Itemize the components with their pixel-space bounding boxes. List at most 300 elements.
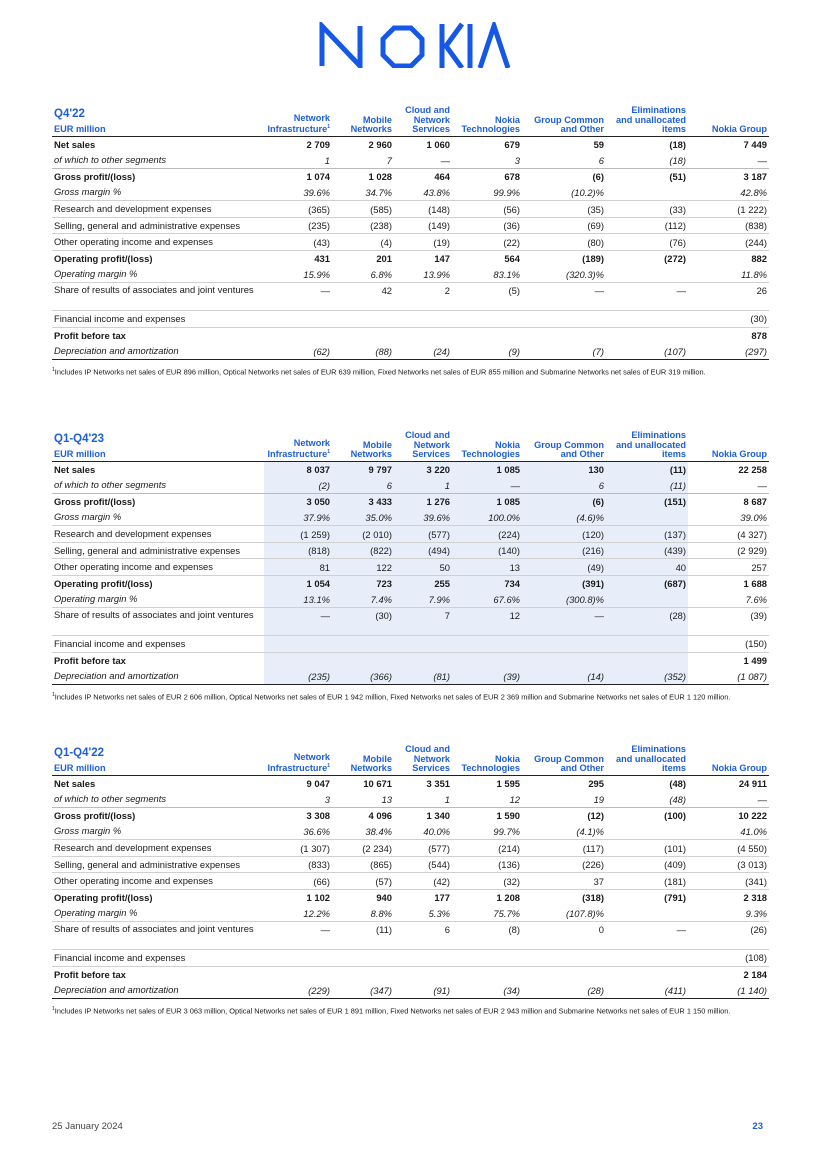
text: Eliminations: [631, 744, 686, 755]
table-cell: (11): [332, 922, 394, 950]
table-cell: [264, 652, 332, 668]
table-row: [52, 327, 769, 343]
table-cell: (81): [394, 668, 452, 684]
table-cell: (18): [606, 152, 688, 168]
text: Network: [293, 751, 330, 762]
table-cell: [394, 950, 452, 967]
table-cell: (49): [522, 559, 606, 576]
table-cell: (577): [394, 526, 452, 543]
table-cell: 734: [452, 576, 522, 592]
table-cell: (2 010): [332, 526, 394, 543]
table-cell: (224): [452, 526, 522, 543]
table-cell: 882: [688, 251, 769, 267]
table-cell: (10.2)%: [522, 185, 606, 201]
row-label: Operating profit/(loss): [52, 251, 264, 267]
table-row: [52, 906, 769, 922]
table-cell: (39): [688, 608, 769, 636]
table-cell: —: [522, 608, 606, 636]
table-cell: [606, 906, 688, 922]
table-cell: (1 140): [688, 982, 769, 998]
table-cell: —: [522, 283, 606, 311]
table-cell: 878: [688, 327, 769, 343]
table-cell: 1 085: [452, 461, 522, 477]
table-cell: (48): [669, 778, 686, 790]
table-cell: [606, 267, 688, 283]
table-row: [52, 267, 769, 283]
table-cell: (833): [264, 856, 332, 873]
table-row: [52, 791, 769, 807]
table-cell: (107): [606, 343, 688, 359]
table-cell: 1 028: [332, 169, 394, 185]
table-cell: (62): [264, 343, 332, 359]
table-cell: (1 087): [688, 668, 769, 684]
table-cell: 7: [394, 608, 452, 636]
segment-table: [52, 104, 769, 360]
unit-label: EUR million: [54, 124, 106, 135]
row-label: Net sales: [54, 777, 96, 789]
table-cell: (120): [522, 526, 606, 543]
table-cell: (148): [394, 201, 452, 218]
row-label: Net sales: [54, 138, 96, 150]
table-row: [52, 169, 769, 185]
table-cell: 12: [452, 791, 522, 807]
period-title: Q1-Q4'22: [54, 746, 105, 759]
footnote-mark: 1: [327, 763, 330, 770]
table-cell: 2: [394, 283, 452, 311]
text: Infrastructure: [267, 124, 328, 135]
segment-table: [52, 743, 769, 999]
table-cell: 122: [332, 559, 394, 576]
table-cell: (235): [264, 217, 332, 234]
table-cell: 10 671: [363, 778, 392, 790]
table-cell: 26: [688, 283, 769, 311]
table-cell: 431: [264, 251, 332, 267]
text: Group Common: [534, 114, 604, 125]
table-row: [52, 592, 769, 608]
row-label: of which to other segments: [52, 791, 264, 807]
table-row: [52, 251, 769, 267]
table-cell: 75.7%: [452, 906, 522, 922]
text: Group Common: [534, 439, 604, 450]
table-cell: 7 449: [743, 139, 767, 151]
table-cell: (107.8)%: [522, 906, 606, 922]
table-cell: [332, 311, 394, 328]
table-cell: (216): [522, 542, 606, 559]
row-label: Research and development expenses: [52, 840, 264, 857]
table-cell: [394, 966, 452, 982]
footnote: [52, 1005, 769, 1015]
row-label: Gross margin %: [52, 185, 264, 201]
text: Nokia: [494, 114, 520, 125]
row-label: Profit before tax: [52, 966, 264, 982]
text: 1: [52, 1005, 55, 1012]
row-label: Share of results of associates and joint ventures: [52, 283, 264, 311]
table-cell: 1 074: [264, 169, 332, 185]
table-cell: [606, 592, 688, 608]
text: Eliminations: [631, 430, 686, 441]
table-cell: 43.8%: [394, 185, 452, 201]
row-label: Gross profit/(loss): [52, 494, 264, 510]
text: Services: [412, 124, 450, 135]
table-cell: 3 187: [688, 169, 769, 185]
table-row: [52, 283, 769, 311]
table-cell: (140): [452, 542, 522, 559]
table-cell: 37: [522, 873, 606, 890]
column-header: [522, 743, 606, 775]
table-cell: (69): [522, 217, 606, 234]
table-cell: 99.7%: [452, 824, 522, 840]
table-cell: 1: [394, 791, 452, 807]
table-cell: [606, 185, 688, 201]
table-cell: (2 929): [688, 542, 769, 559]
row-label: of which to other segments: [52, 477, 264, 493]
period-title: Q1-Q4'23: [54, 432, 105, 445]
table-cell: 130: [522, 461, 606, 477]
table-cell: 1 499: [688, 652, 769, 668]
table-cell: (7): [522, 343, 606, 359]
table-row: [52, 201, 769, 218]
text: Technologies: [461, 763, 520, 774]
table-cell: (244): [688, 234, 769, 251]
table-cell: 39.0%: [688, 510, 769, 526]
table-cell: 40.0%: [394, 824, 452, 840]
table-cell: (818): [264, 542, 332, 559]
table-cell: (4.1)%: [522, 824, 606, 840]
table-cell: (5): [452, 283, 522, 311]
text: Technologies: [461, 124, 520, 135]
table-cell: (341): [688, 873, 769, 890]
table-cell: (36): [452, 217, 522, 234]
table-cell: 13.1%: [264, 592, 332, 608]
text: 1: [52, 366, 55, 373]
table-cell: 59: [593, 139, 604, 151]
table-cell: —: [688, 791, 769, 807]
table-cell: 1 054: [264, 576, 332, 592]
row-label: Gross margin %: [52, 824, 264, 840]
table-cell: 8.8%: [332, 906, 394, 922]
text: Technologies: [461, 449, 520, 460]
table-cell: [606, 327, 688, 343]
table-cell: (6): [522, 169, 606, 185]
table-cell: —: [264, 922, 332, 950]
table-cell: 3 220: [394, 461, 452, 477]
text: Networks: [350, 763, 392, 774]
row-label: Operating margin %: [52, 267, 264, 283]
table-cell: (57): [332, 873, 394, 890]
table-cell: [394, 652, 452, 668]
table-cell: 201: [332, 251, 394, 267]
table-row: [52, 873, 769, 890]
table-cell: 1 340: [394, 808, 452, 824]
column-header: [332, 429, 394, 461]
table-cell: 3 308: [264, 808, 332, 824]
row-label: Operating margin %: [52, 592, 264, 608]
table-cell: (76): [606, 234, 688, 251]
table-cell: —: [688, 477, 769, 493]
text: Infrastructure: [267, 449, 328, 460]
table-cell: 5.3%: [394, 906, 452, 922]
table-cell: (56): [452, 201, 522, 218]
table-row: [52, 526, 769, 543]
table-cell: 564: [452, 251, 522, 267]
table-cell: 7.6%: [688, 592, 769, 608]
row-label: of which to other segments: [52, 152, 264, 168]
text: Mobile: [362, 753, 392, 764]
table-cell: 2 184: [688, 966, 769, 982]
table-cell: 36.6%: [264, 824, 332, 840]
table-cell: (687): [606, 576, 688, 592]
table-cell: (30): [332, 608, 394, 636]
table-cell: 6: [332, 477, 394, 493]
table-row: [52, 856, 769, 873]
table-cell: 3: [452, 152, 522, 168]
table-cell: 7: [332, 152, 394, 168]
column-header: [332, 743, 394, 775]
table-cell: 257: [688, 559, 769, 576]
table-cell: 40: [606, 559, 688, 576]
table-cell: [522, 327, 606, 343]
table-cell: [452, 950, 522, 967]
table-row: [52, 840, 769, 857]
table-cell: [606, 636, 688, 653]
table-cell: 2 318: [688, 890, 769, 906]
table-cell: [452, 327, 522, 343]
table-cell: [332, 636, 394, 653]
table-cell: (26): [688, 922, 769, 950]
text: Nokia: [494, 753, 520, 764]
table-cell: —: [394, 152, 452, 168]
row-label: Selling, general and administrative expenses: [52, 856, 264, 873]
text: items: [661, 449, 686, 460]
table-cell: 7.9%: [394, 592, 452, 608]
table-row: [52, 494, 769, 510]
table-cell: (6): [522, 494, 606, 510]
table-cell: [394, 311, 452, 328]
table-cell: (108): [688, 950, 769, 967]
text: Services: [412, 449, 450, 460]
table-header-period: [52, 429, 264, 461]
table-cell: 3 351: [426, 778, 450, 790]
table-cell: [332, 327, 394, 343]
text: Networks: [350, 124, 392, 135]
table-cell: (66): [264, 873, 332, 890]
row-label: Operating profit/(loss): [52, 890, 264, 906]
table-cell: (91): [394, 982, 452, 998]
table-cell: (33): [606, 201, 688, 218]
table-cell: 7.4%: [332, 592, 394, 608]
table-cell: (4): [332, 234, 394, 251]
table-row: [52, 668, 769, 684]
footer-date: 25 January 2024: [52, 1121, 123, 1132]
table-row: [52, 775, 769, 791]
table-row: [52, 510, 769, 526]
row-label: Depreciation and amortization: [52, 982, 264, 998]
table-cell: (272): [606, 251, 688, 267]
text: and unallocated: [616, 753, 686, 764]
table-cell: (366): [332, 668, 394, 684]
table-cell: 6: [394, 922, 452, 950]
footnote-mark: 1: [327, 124, 330, 131]
text: Eliminations: [631, 105, 686, 116]
table-cell: 1 276: [394, 494, 452, 510]
text: Network: [413, 753, 450, 764]
table-row: [52, 477, 769, 493]
table-cell: 39.6%: [394, 510, 452, 526]
unit-label: EUR million: [54, 449, 106, 460]
table-cell: (88): [332, 343, 394, 359]
table-cell: 38.4%: [332, 824, 394, 840]
table-cell: (347): [332, 982, 394, 998]
page-number: 23: [752, 1121, 763, 1132]
table-cell: 81: [264, 559, 332, 576]
table-cell: (136): [452, 856, 522, 873]
row-label: Share of results of associates and joint ventures: [52, 922, 264, 950]
table-cell: (11): [606, 477, 688, 493]
table-cell: 8 687: [688, 494, 769, 510]
table-cell: 42.8%: [688, 185, 769, 201]
text: Nokia: [494, 439, 520, 450]
table-cell: (34): [452, 982, 522, 998]
table-cell: (112): [606, 217, 688, 234]
table-cell: 147: [394, 251, 452, 267]
table-cell: —: [688, 152, 769, 168]
table-row: [52, 185, 769, 201]
table-cell: (28): [522, 982, 606, 998]
row-label: Profit before tax: [52, 327, 264, 343]
table-cell: 3 433: [332, 494, 394, 510]
column-header: [522, 104, 606, 136]
table-header-period: [52, 743, 264, 775]
text: Network: [293, 112, 330, 123]
table-cell: (494): [394, 542, 452, 559]
table-cell: 2 709: [306, 139, 330, 151]
text: Nokia Group: [711, 449, 767, 460]
row-label: Operating margin %: [52, 906, 264, 922]
table-cell: 723: [332, 576, 394, 592]
table-cell: (137): [606, 526, 688, 543]
table-cell: 4 096: [332, 808, 394, 824]
table-cell: (8): [452, 922, 522, 950]
text: items: [661, 124, 686, 135]
table-cell: (101): [606, 840, 688, 857]
table-header-period: [52, 104, 264, 136]
text: Cloud and: [405, 744, 450, 755]
table-cell: (48): [606, 791, 688, 807]
text: Group Common: [534, 753, 604, 764]
table-cell: (544): [394, 856, 452, 873]
column-header: [452, 429, 522, 461]
column-header: [606, 429, 688, 461]
table-cell: 2 960: [368, 139, 392, 151]
table-cell: [264, 636, 332, 653]
row-label: Other operating income and expenses: [52, 234, 264, 251]
table-cell: 99.9%: [452, 185, 522, 201]
text: Includes IP Networks net sales of EUR 2 606 million, Optical Networks net sales of EUR 1 942 million, Fixed Networks net sales of EUR 2 369 million and Submarine Networks net sales of EUR 1 120 million.: [54, 692, 731, 702]
table-cell: (4.6)%: [522, 510, 606, 526]
table-cell: 679: [504, 139, 520, 151]
table-cell: 295: [588, 778, 604, 790]
table-cell: 100.0%: [452, 510, 522, 526]
table-cell: (214): [452, 840, 522, 857]
table-cell: 24 911: [738, 778, 767, 790]
column-header: [394, 429, 452, 461]
footnote: [52, 691, 769, 701]
text: Cloud and: [405, 430, 450, 441]
table-row: [52, 234, 769, 251]
table-cell: 940: [332, 890, 394, 906]
table-cell: [394, 327, 452, 343]
table-cell: (1 307): [264, 840, 332, 857]
text: Mobile: [362, 114, 392, 125]
column-header: [394, 743, 452, 775]
table-cell: 10 222: [688, 808, 769, 824]
table-row: [52, 576, 769, 592]
table-cell: [452, 636, 522, 653]
table-cell: 1 208: [452, 890, 522, 906]
table-cell: 9.3%: [688, 906, 769, 922]
table-cell: 37.9%: [264, 510, 332, 526]
table-cell: 42: [332, 283, 394, 311]
table-cell: (297): [688, 343, 769, 359]
table-cell: (439): [606, 542, 688, 559]
column-header: [688, 429, 769, 461]
text: Nokia Group: [711, 124, 767, 135]
text: Network: [413, 114, 450, 125]
table-cell: [522, 636, 606, 653]
column-header: [606, 104, 688, 136]
row-label: Research and development expenses: [52, 526, 264, 543]
table-cell: [522, 311, 606, 328]
table-row: [52, 652, 769, 668]
table-cell: (320.3)%: [522, 267, 606, 283]
table-row: [52, 966, 769, 982]
table-cell: (32): [452, 873, 522, 890]
text: Includes IP Networks net sales of EUR 3 063 million, Optical Networks net sales of EUR 1 891 million, Fixed Networks net sales of EUR 2 943 million and Submarine Networks net sales of EUR 1 150 million.: [54, 1006, 731, 1016]
table-cell: (43): [264, 234, 332, 251]
table-row: [52, 608, 769, 636]
segment-table: [52, 429, 769, 685]
table-cell: 1 590: [452, 808, 522, 824]
table-cell: (318): [522, 890, 606, 906]
table-cell: 9 047: [306, 778, 330, 790]
table-cell: —: [264, 283, 332, 311]
table-cell: (42): [394, 873, 452, 890]
text: and unallocated: [616, 114, 686, 125]
table-cell: [452, 311, 522, 328]
table-cell: [264, 966, 332, 982]
table-cell: (22): [452, 234, 522, 251]
text: and Other: [560, 124, 604, 135]
table-cell: 1 085: [452, 494, 522, 510]
table-row: [52, 217, 769, 234]
table-cell: (226): [522, 856, 606, 873]
table-cell: (3 013): [688, 856, 769, 873]
column-header: [452, 743, 522, 775]
table-cell: 22 258: [738, 464, 767, 476]
table-cell: 0: [522, 922, 606, 950]
table-cell: (117): [522, 840, 606, 857]
table-cell: (100): [606, 808, 688, 824]
period-title: Q4'22: [54, 107, 85, 120]
table-cell: 6.8%: [332, 267, 394, 283]
table-cell: 1: [264, 152, 332, 168]
table-cell: [332, 950, 394, 967]
table-cell: (150): [688, 636, 769, 653]
table-cell: 50: [394, 559, 452, 576]
row-label: Gross profit/(loss): [52, 808, 264, 824]
text: Services: [412, 763, 450, 774]
table-cell: (300.8)%: [522, 592, 606, 608]
